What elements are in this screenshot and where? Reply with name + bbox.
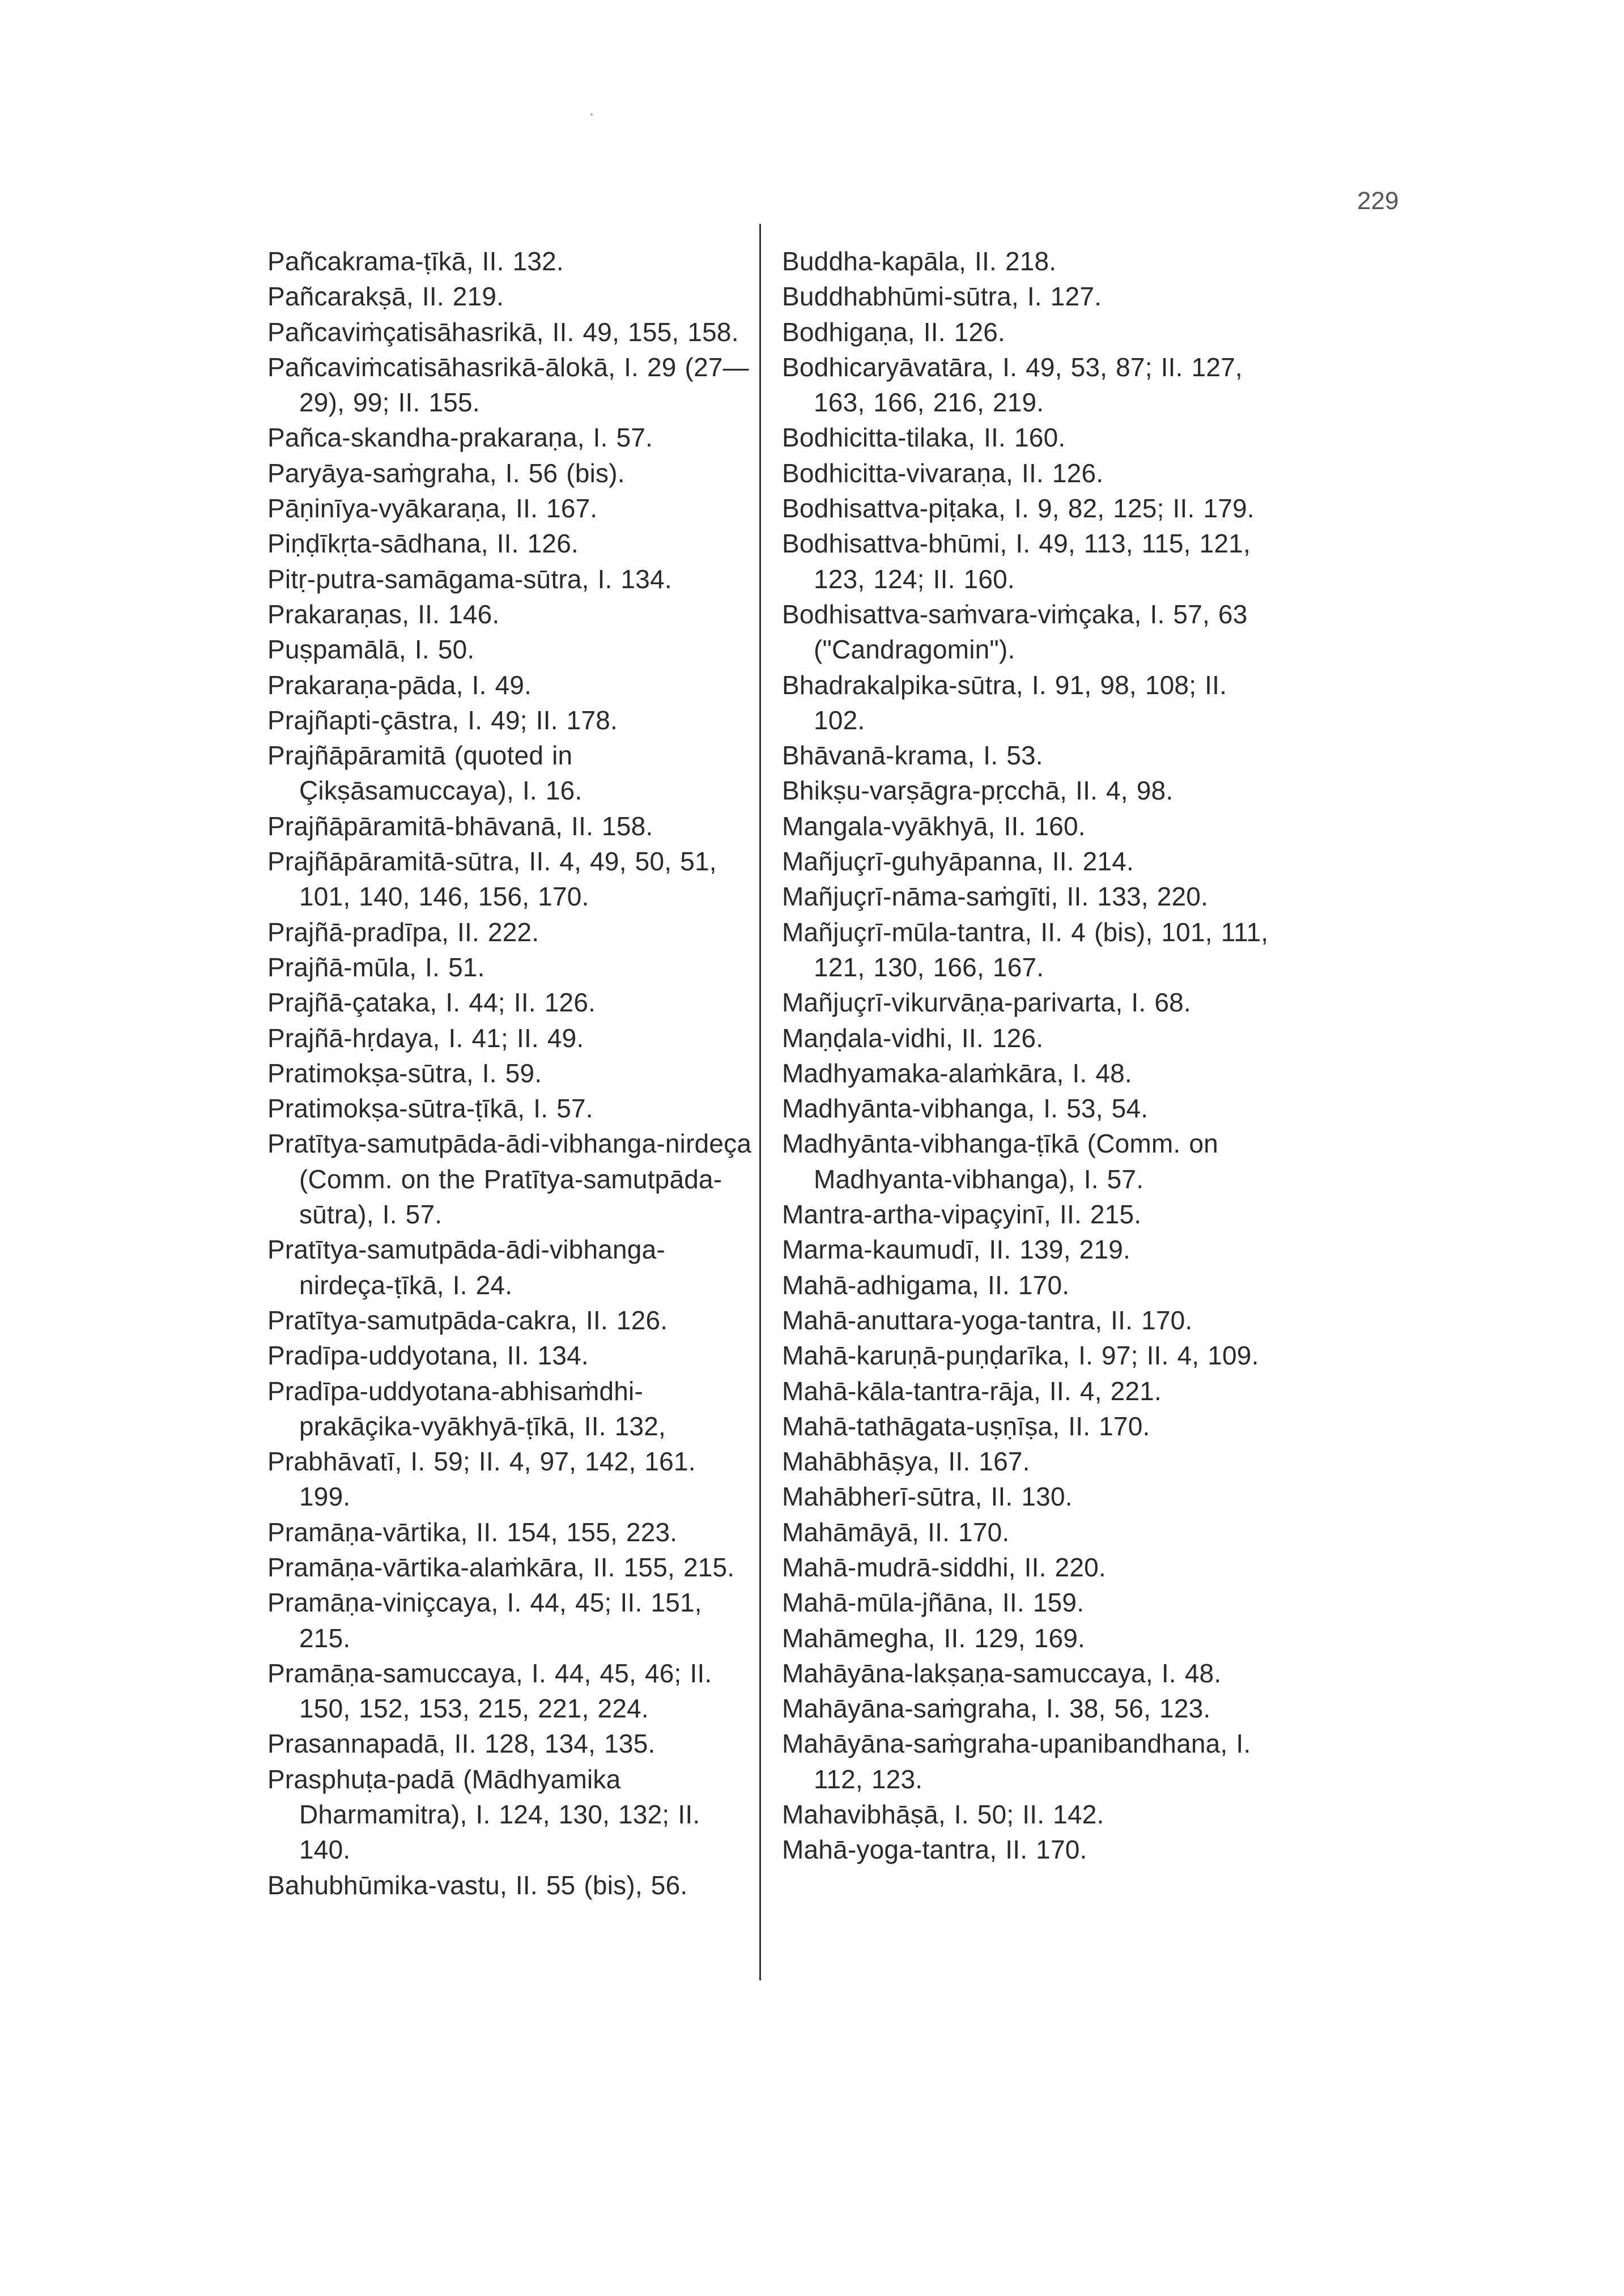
- index-entry: Bhikṣu-varṣāgra-pṛcchā, II. 4, 98.: [782, 776, 1174, 806]
- index-entry: Madhyānta-vibhanga-ṭīkā (Comm. on Madhyanta-vibhanga), I. 57.: [782, 1129, 1218, 1194]
- index-entry: Bhāvanā-krama, I. 53.: [782, 741, 1043, 771]
- index-entry: Bodhisattva-saṁvara-viṁçaka, I. 57, 63 ("Candragomin").: [782, 599, 1248, 665]
- index-entry: Prajñāpāramitā-sūtra, II. 4, 49, 50, 51, 101, 140, 146, 156, 170.: [267, 847, 717, 912]
- index-entry: Mahāyāna-lakṣaṇa-samuccaya, I. 48.: [782, 1658, 1222, 1688]
- index-entry: Pradīpa-uddyotana, II. 134.: [267, 1341, 589, 1371]
- index-entry: Mahavibhāṣā, I. 50; II. 142.: [782, 1800, 1104, 1830]
- index-entry: Pramāṇa-vārtika, II. 154, 155, 223.: [267, 1517, 678, 1547]
- index-entry: Buddha-kapāla, II. 218.: [782, 246, 1057, 276]
- index-entry: Mantra-artha-vipaçyinī, II. 215.: [782, 1200, 1142, 1230]
- index-entry: Mangala-vyākhyā, II. 160.: [782, 811, 1086, 841]
- index-entry: Pañcaviṁçatisāhasrikā, II. 49, 155, 158.: [267, 317, 739, 347]
- index-entry: Maṇḍala-vidhi, II. 126.: [782, 1023, 1044, 1053]
- index-entry: Pramāṇa-samuccaya, I. 44, 45, 46; II. 150, 152, 153, 215, 221, 224.: [267, 1658, 712, 1724]
- index-entry: Bodhicitta-tilaka, II. 160.: [782, 423, 1066, 453]
- index-entry: Mañjuçrī-mūla-tantra, II. 4 (bis), 101, 111, 121, 130, 166, 167.: [782, 917, 1269, 982]
- index-entry: Mahā-mūla-jñāna, II. 159.: [782, 1588, 1085, 1618]
- index-entry: Pañcaviṁcatisāhasrikā-ālokā, I. 29 (27—29), 99; II. 155.: [267, 352, 749, 418]
- index-entry: Pañca-skandha-prakaraṇa, I. 57.: [267, 423, 653, 453]
- index-entry: Madhyamaka-alaṁkāra, I. 48.: [782, 1058, 1132, 1088]
- index-entry: Prajñā-çataka, I. 44; II. 126.: [267, 988, 596, 1018]
- index-entry: Pañcakrama-ṭīkā, II. 132.: [267, 246, 564, 276]
- index-entry: Pitṛ-putra-samāgama-sūtra, I. 134.: [267, 564, 672, 594]
- index-entry: Mañjuçrī-guhyāpanna, II. 214.: [782, 847, 1134, 877]
- column-divider: [759, 224, 761, 1980]
- index-entry: Prajñāpāramitā-bhāvanā, II. 158.: [267, 811, 653, 841]
- index-entry: Mahā-adhigama, II. 170.: [782, 1270, 1070, 1300]
- index-entry: Mañjuçrī-nāma-saṁgīti, II. 133, 220.: [782, 882, 1209, 912]
- index-entry: Mahā-tathāgata-uṣṇīṣa, II. 170.: [782, 1411, 1150, 1441]
- index-entry: Mahāyāna-saṁgraha-upanibandhana, I. 112, 123.: [782, 1729, 1251, 1794]
- index-entry: Buddhabhūmi-sūtra, I. 127.: [782, 282, 1102, 312]
- index-entry: Prakaraṇa-pāda, I. 49.: [267, 670, 532, 700]
- index-entry: Pratimokṣa-sūtra, I. 59.: [267, 1058, 542, 1088]
- index-entry: Paryāya-saṁgraha, I. 56 (bis).: [267, 458, 625, 488]
- index-entry: Mahā-anuttara-yoga-tantra, II. 170.: [782, 1305, 1193, 1335]
- index-entry: Pratītya-samutpāda-cakra, II. 126.: [267, 1305, 668, 1335]
- index-entry: Pañcarakṣā, II. 219.: [267, 282, 504, 312]
- index-entry: Bodhisattva-bhūmi, I. 49, 113, 115, 121, 123, 124; II. 160.: [782, 529, 1251, 594]
- index-entry: Prajñā-mūla, I. 51.: [267, 952, 485, 982]
- index-entry: Mañjuçrī-vikurvāṇa-parivarta, I. 68.: [782, 988, 1191, 1018]
- index-entry: Prasphuṭa-padā (Mādhyamika Dharmamitra), I. 124, 130, 132; II. 140.: [267, 1764, 700, 1865]
- index-entry: Piṇḍīkṛta-sādhana, II. 126.: [267, 529, 579, 559]
- index-entry: Prajñā-pradīpa, II. 222.: [267, 917, 539, 947]
- index-entry: Bodhigaṇa, II. 126.: [782, 317, 1005, 347]
- index-entry: Bhadrakalpika-sūtra, I. 91, 98, 108; II. 102.: [782, 670, 1227, 735]
- index-entry: Prajñā-hṛdaya, I. 41; II. 49.: [267, 1023, 584, 1053]
- index-column-left: [267, 244, 755, 1903]
- index-column-right: [782, 244, 1269, 1868]
- index-entry: Pratimokṣa-sūtra-ṭīkā, I. 57.: [267, 1094, 593, 1124]
- page-number: 229: [1357, 187, 1399, 215]
- index-entry: Pradīpa-uddyotana-abhisaṁdhi-prakāçika-vyākhyā-ṭīkā, II. 132,: [267, 1376, 666, 1441]
- index-entry: Bahubhūmika-vastu, II. 55 (bis), 56.: [267, 1870, 688, 1900]
- index-entry: Mahāmāyā, II. 170.: [782, 1517, 1010, 1547]
- index-entry: Puṣpamālā, I. 50.: [267, 635, 475, 665]
- index-entry: Mahā-yoga-tantra, II. 170.: [782, 1835, 1087, 1865]
- index-entry: Mahā-kāla-tantra-rāja, II. 4, 221.: [782, 1376, 1162, 1406]
- index-entry: Mahābherī-sūtra, II. 130.: [782, 1482, 1073, 1512]
- index-entry: Mahā-mudrā-siddhi, II. 220.: [782, 1552, 1106, 1582]
- index-entry: Mahāyāna-saṁgraha, I. 38, 56, 123.: [782, 1694, 1211, 1724]
- index-entry: Mahāmegha, II. 129, 169.: [782, 1623, 1086, 1653]
- index-entry: Mahā-karuṇā-puṇḍarīka, I. 97; II. 4, 109.: [782, 1341, 1259, 1371]
- index-entry: Prasannapadā, II. 128, 134, 135.: [267, 1729, 656, 1759]
- index-entry: Bodhicaryāvatāra, I. 49, 53, 87; II. 127, 163, 166, 216, 219.: [782, 352, 1243, 418]
- index-entry: Marma-kaumudī, II. 139, 219.: [782, 1235, 1130, 1265]
- index-entry: Prakaraṇas, II. 146.: [267, 599, 500, 629]
- index-entry: Bodhicitta-vivaraṇa, II. 126.: [782, 458, 1104, 488]
- index-entry: Madhyānta-vibhanga, I. 53, 54.: [782, 1094, 1149, 1124]
- index-entry: Pramāṇa-vārtika-alaṁkāra, II. 155, 215.: [267, 1552, 735, 1582]
- scan-speck: [590, 113, 593, 116]
- index-entry: Pramāṇa-viniçcaya, I. 44, 45; II. 151, 215.: [267, 1588, 702, 1653]
- index-entry: Pratītya-samutpāda-ādi-vibhanga-nirdeça-ṭīkā, I. 24.: [267, 1235, 665, 1300]
- index-entry: Pāṇinīya-vyākaraṇa, II. 167.: [267, 494, 598, 524]
- index-entry: Prajñapti-çāstra, I. 49; II. 178.: [267, 705, 618, 735]
- index-entry: Prabhāvatī, I. 59; II. 4, 97, 142, 161. 199.: [267, 1447, 696, 1512]
- index-entry: Bodhisattva-piṭaka, I. 9, 82, 125; II. 179.: [782, 494, 1255, 524]
- index-entry: Prajñāpāramitā (quoted in Çikṣāsamuccaya), I. 16.: [267, 741, 583, 806]
- index-entry: Mahābhāṣya, II. 167.: [782, 1447, 1030, 1477]
- index-entry: Pratītya-samutpāda-ādi-vibhanga-nirdeça (Comm. on the Pratītya-samutpāda-sūtra), I. 57.: [267, 1129, 752, 1230]
